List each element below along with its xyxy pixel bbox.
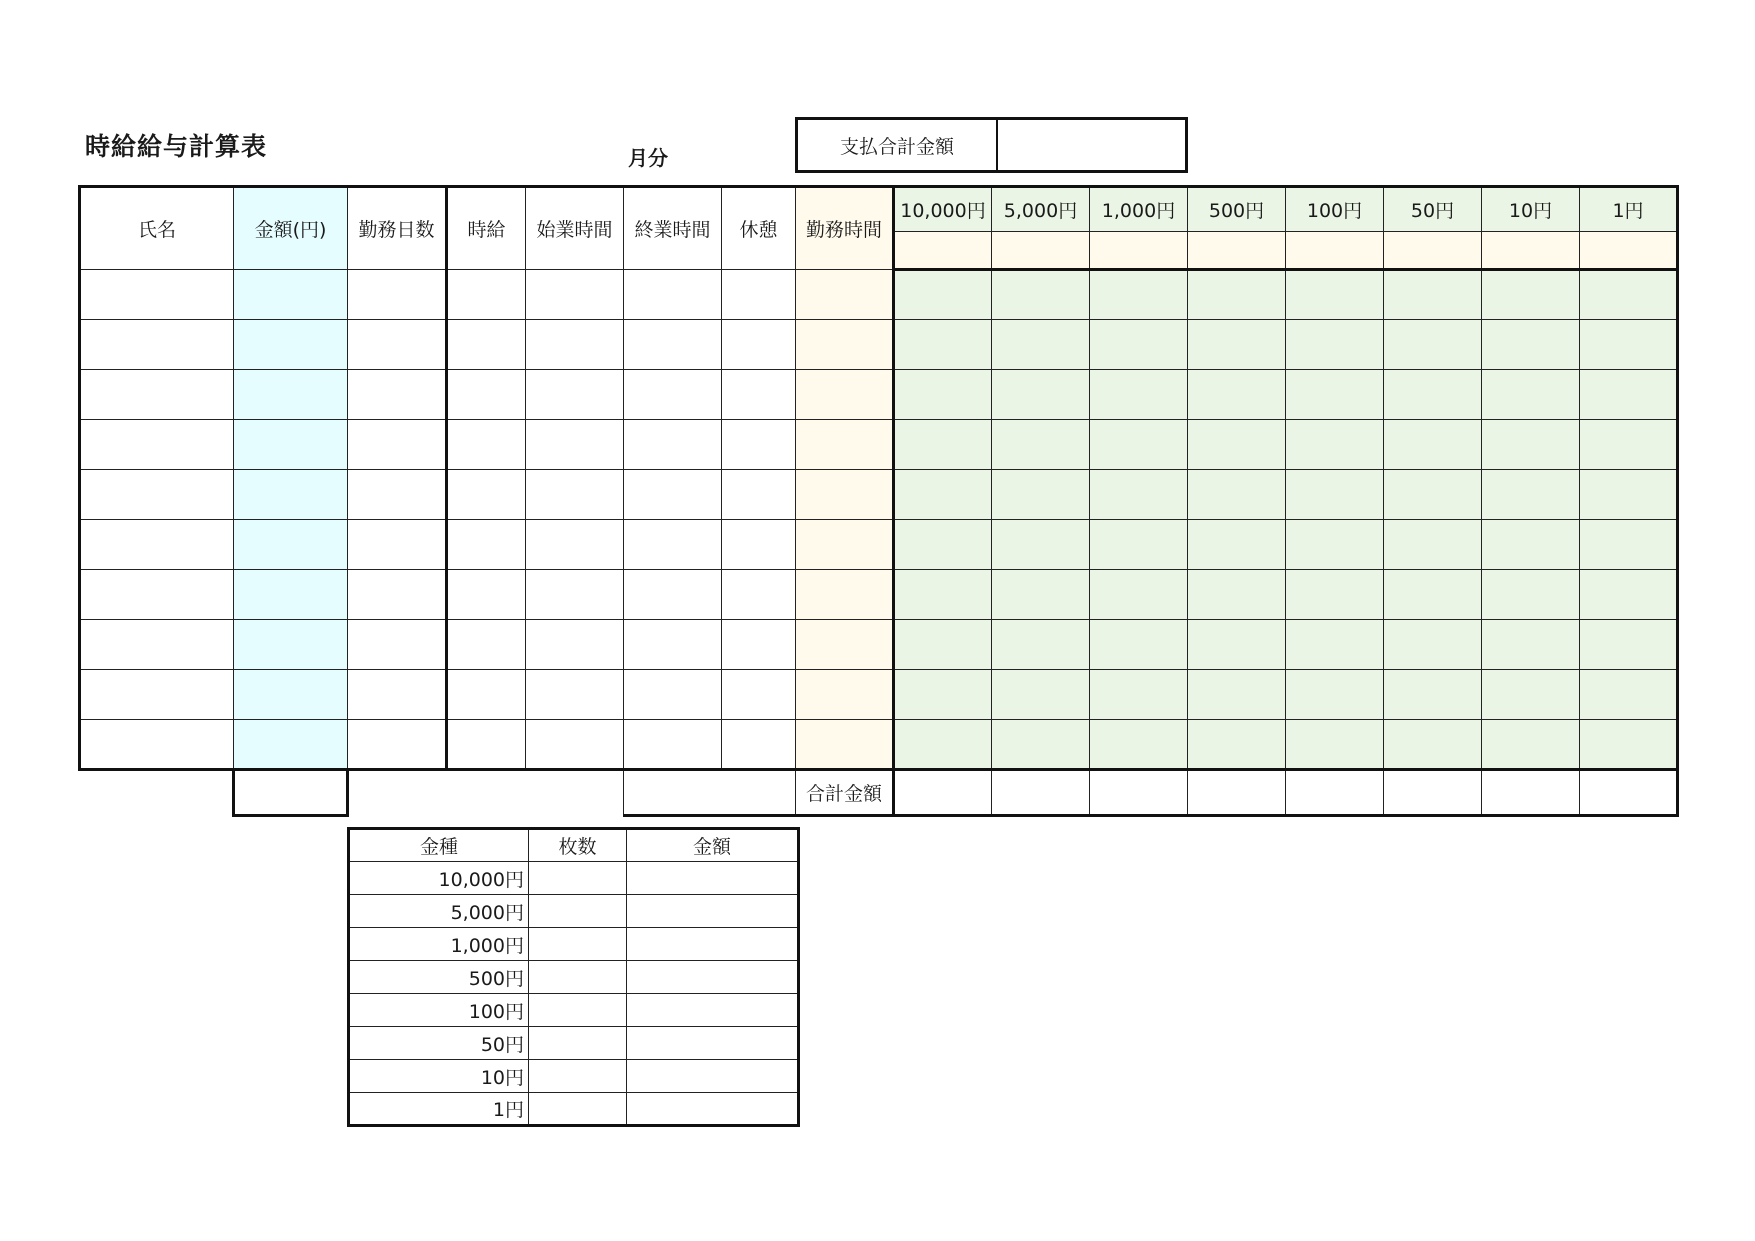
denom-type: 500円 bbox=[349, 961, 529, 994]
header-name: 氏名 bbox=[80, 187, 234, 270]
table-cell[interactable] bbox=[526, 720, 624, 770]
table-cell[interactable] bbox=[447, 720, 526, 770]
denom-row bbox=[349, 928, 799, 961]
denom-amount[interactable] bbox=[627, 1093, 799, 1126]
table-cell[interactable] bbox=[894, 520, 992, 570]
table-cell[interactable] bbox=[234, 620, 348, 670]
denom-type: 50円 bbox=[349, 1027, 529, 1060]
table-cell[interactable] bbox=[796, 670, 894, 720]
table-cell[interactable] bbox=[348, 370, 447, 420]
table-cell[interactable] bbox=[234, 570, 348, 620]
table-cell[interactable] bbox=[722, 420, 796, 470]
denom-header-type: 金種 bbox=[349, 829, 529, 862]
footer-denom-total[interactable] bbox=[1580, 770, 1678, 816]
table-cell[interactable] bbox=[722, 270, 796, 320]
table-cell[interactable] bbox=[1384, 670, 1482, 720]
denom-total-cell[interactable] bbox=[1384, 232, 1482, 270]
table-cell[interactable] bbox=[1286, 720, 1384, 770]
table-cell[interactable] bbox=[894, 570, 992, 620]
table-cell[interactable] bbox=[80, 320, 234, 370]
table-cell[interactable] bbox=[894, 620, 992, 670]
table-cell[interactable] bbox=[1090, 470, 1188, 520]
footer-amount-total[interactable] bbox=[234, 770, 348, 816]
table-cell[interactable] bbox=[1090, 620, 1188, 670]
denom-count[interactable] bbox=[529, 895, 627, 928]
table-cell[interactable] bbox=[796, 570, 894, 620]
table-cell[interactable] bbox=[1090, 370, 1188, 420]
table-cell[interactable] bbox=[1384, 720, 1482, 770]
table-cell[interactable] bbox=[1482, 470, 1580, 520]
table-cell[interactable] bbox=[1286, 270, 1384, 320]
denom-amount[interactable] bbox=[627, 994, 799, 1027]
table-row bbox=[80, 270, 1678, 320]
header-denom-500: 500円 bbox=[1188, 187, 1286, 232]
table-cell[interactable] bbox=[526, 470, 624, 520]
denom-count[interactable] bbox=[529, 928, 627, 961]
denom-total-cell[interactable] bbox=[1580, 232, 1678, 270]
table-cell[interactable] bbox=[1090, 270, 1188, 320]
table-cell[interactable] bbox=[992, 670, 1090, 720]
table-cell[interactable] bbox=[80, 470, 234, 520]
table-cell[interactable] bbox=[1384, 470, 1482, 520]
denom-row bbox=[349, 862, 799, 895]
table-cell[interactable] bbox=[1090, 720, 1188, 770]
table-cell[interactable] bbox=[894, 470, 992, 520]
table-cell[interactable] bbox=[234, 720, 348, 770]
denom-count[interactable] bbox=[529, 1027, 627, 1060]
table-cell[interactable] bbox=[992, 570, 1090, 620]
table-cell[interactable] bbox=[447, 620, 526, 670]
denom-total-cell[interactable] bbox=[1090, 232, 1188, 270]
month-label: 月分 bbox=[628, 146, 668, 170]
footer-denom-total[interactable] bbox=[1286, 770, 1384, 816]
table-cell[interactable] bbox=[1580, 270, 1678, 320]
footer-denom-total[interactable] bbox=[894, 770, 992, 816]
table-cell[interactable] bbox=[1384, 570, 1482, 620]
table-cell[interactable] bbox=[348, 720, 447, 770]
table-cell[interactable] bbox=[348, 520, 447, 570]
header-denom-5000: 5,000円 bbox=[992, 187, 1090, 232]
table-cell[interactable] bbox=[1384, 620, 1482, 670]
table-cell[interactable] bbox=[234, 670, 348, 720]
table-cell[interactable] bbox=[722, 320, 796, 370]
table-cell[interactable] bbox=[1188, 570, 1286, 620]
footer-denom-total[interactable] bbox=[1384, 770, 1482, 816]
table-cell[interactable] bbox=[1286, 570, 1384, 620]
page-title: 時給給与計算表 bbox=[85, 132, 268, 161]
table-cell[interactable] bbox=[526, 570, 624, 620]
table-cell[interactable] bbox=[1090, 670, 1188, 720]
denom-amount[interactable] bbox=[627, 862, 799, 895]
table-cell[interactable] bbox=[722, 720, 796, 770]
table-cell[interactable] bbox=[796, 420, 894, 470]
table-cell[interactable] bbox=[526, 270, 624, 320]
table-cell[interactable] bbox=[526, 670, 624, 720]
table-cell[interactable] bbox=[1188, 320, 1286, 370]
footer-denom-total[interactable] bbox=[1090, 770, 1188, 816]
denom-count[interactable] bbox=[529, 994, 627, 1027]
table-cell[interactable] bbox=[722, 370, 796, 420]
table-cell[interactable] bbox=[526, 370, 624, 420]
table-cell[interactable] bbox=[1482, 270, 1580, 320]
header-denom-1000: 1,000円 bbox=[1090, 187, 1188, 232]
table-cell[interactable] bbox=[1384, 420, 1482, 470]
table-cell[interactable] bbox=[1188, 270, 1286, 320]
table-cell[interactable] bbox=[526, 320, 624, 370]
table-cell[interactable] bbox=[447, 470, 526, 520]
table-cell[interactable] bbox=[722, 520, 796, 570]
table-cell[interactable] bbox=[526, 520, 624, 570]
table-row bbox=[80, 320, 1678, 370]
table-row bbox=[80, 570, 1678, 620]
table-cell[interactable] bbox=[447, 570, 526, 620]
denom-row bbox=[349, 994, 799, 1027]
header-work-hours: 勤務時間 bbox=[796, 187, 894, 270]
table-cell[interactable] bbox=[894, 320, 992, 370]
table-cell[interactable] bbox=[624, 670, 722, 720]
table-cell[interactable] bbox=[1286, 470, 1384, 520]
table-row bbox=[80, 670, 1678, 720]
table-cell[interactable] bbox=[1580, 420, 1678, 470]
table-cell[interactable] bbox=[1384, 270, 1482, 320]
table-cell[interactable] bbox=[80, 720, 234, 770]
table-cell[interactable] bbox=[1580, 720, 1678, 770]
denomination-table bbox=[347, 827, 800, 1127]
table-cell[interactable] bbox=[722, 470, 796, 520]
table-cell[interactable] bbox=[1482, 520, 1580, 570]
table-cell[interactable] bbox=[234, 420, 348, 470]
payment-total-box bbox=[795, 117, 1188, 173]
footer-spacer bbox=[348, 770, 447, 816]
footer-spacer bbox=[526, 770, 624, 816]
table-cell[interactable] bbox=[894, 720, 992, 770]
table-cell[interactable] bbox=[1090, 320, 1188, 370]
header-end-time: 終業時間 bbox=[624, 187, 722, 270]
table-cell[interactable] bbox=[80, 570, 234, 620]
header-start-time: 始業時間 bbox=[526, 187, 624, 270]
footer-blank-cell[interactable] bbox=[624, 770, 796, 816]
denom-amount[interactable] bbox=[627, 961, 799, 994]
table-cell[interactable] bbox=[624, 720, 722, 770]
table-cell[interactable] bbox=[992, 420, 1090, 470]
table-cell[interactable] bbox=[992, 370, 1090, 420]
denom-count[interactable] bbox=[529, 862, 627, 895]
denom-count[interactable] bbox=[529, 1093, 627, 1126]
footer-row bbox=[80, 770, 1678, 816]
table-cell[interactable] bbox=[1580, 520, 1678, 570]
table-cell[interactable] bbox=[992, 720, 1090, 770]
table-cell[interactable] bbox=[624, 420, 722, 470]
table-cell[interactable] bbox=[1482, 320, 1580, 370]
table-cell[interactable] bbox=[348, 670, 447, 720]
table-cell[interactable] bbox=[992, 320, 1090, 370]
header-break: 休憩 bbox=[722, 187, 796, 270]
table-cell[interactable] bbox=[1482, 670, 1580, 720]
header-denom-1: 1円 bbox=[1580, 187, 1678, 232]
table-cell[interactable] bbox=[526, 620, 624, 670]
table-cell[interactable] bbox=[348, 470, 447, 520]
header-work-days: 勤務日数 bbox=[348, 187, 447, 270]
table-cell[interactable] bbox=[624, 620, 722, 670]
table-row bbox=[80, 420, 1678, 470]
table-cell[interactable] bbox=[80, 270, 234, 320]
denom-total-cell[interactable] bbox=[1188, 232, 1286, 270]
table-cell[interactable] bbox=[1384, 370, 1482, 420]
denom-count[interactable] bbox=[529, 961, 627, 994]
table-cell[interactable] bbox=[722, 570, 796, 620]
header-denom-100: 100円 bbox=[1286, 187, 1384, 232]
footer-denom-total[interactable] bbox=[992, 770, 1090, 816]
table-cell[interactable] bbox=[1188, 470, 1286, 520]
table-cell[interactable] bbox=[348, 570, 447, 620]
table-cell[interactable] bbox=[1286, 420, 1384, 470]
denom-row bbox=[349, 1093, 799, 1126]
header-denom-10000: 10,000円 bbox=[894, 187, 992, 232]
denom-total-cell[interactable] bbox=[992, 232, 1090, 270]
denom-header-count: 枚数 bbox=[529, 829, 627, 862]
table-cell[interactable] bbox=[1188, 520, 1286, 570]
table-cell[interactable] bbox=[894, 420, 992, 470]
denom-type: 1,000円 bbox=[349, 928, 529, 961]
table-cell[interactable] bbox=[1188, 370, 1286, 420]
table-cell[interactable] bbox=[234, 270, 348, 320]
table-cell[interactable] bbox=[1188, 420, 1286, 470]
table-cell[interactable] bbox=[796, 620, 894, 670]
table-cell[interactable] bbox=[80, 520, 234, 570]
table-cell[interactable] bbox=[1580, 370, 1678, 420]
table-row bbox=[80, 470, 1678, 520]
table-cell[interactable] bbox=[624, 570, 722, 620]
table-cell[interactable] bbox=[348, 620, 447, 670]
table-cell[interactable] bbox=[624, 470, 722, 520]
table-cell[interactable] bbox=[992, 470, 1090, 520]
denom-total-cell[interactable] bbox=[894, 232, 992, 270]
table-cell[interactable] bbox=[80, 420, 234, 470]
table-cell[interactable] bbox=[1580, 470, 1678, 520]
denom-header-amount: 金額 bbox=[627, 829, 799, 862]
table-cell[interactable] bbox=[796, 270, 894, 320]
denom-row bbox=[349, 961, 799, 994]
table-cell[interactable] bbox=[796, 520, 894, 570]
table-cell[interactable] bbox=[796, 370, 894, 420]
table-cell[interactable] bbox=[1384, 520, 1482, 570]
denom-type: 1円 bbox=[349, 1093, 529, 1126]
header-hourly-wage: 時給 bbox=[447, 187, 526, 270]
table-cell[interactable] bbox=[1580, 620, 1678, 670]
denom-total-cell[interactable] bbox=[1286, 232, 1384, 270]
table-cell[interactable] bbox=[624, 320, 722, 370]
table-cell[interactable] bbox=[1090, 570, 1188, 620]
table-cell[interactable] bbox=[80, 670, 234, 720]
table-cell[interactable] bbox=[1188, 620, 1286, 670]
table-cell[interactable] bbox=[624, 370, 722, 420]
table-cell[interactable] bbox=[894, 270, 992, 320]
denom-amount[interactable] bbox=[627, 1027, 799, 1060]
table-cell[interactable] bbox=[1482, 570, 1580, 620]
table-cell[interactable] bbox=[80, 620, 234, 670]
table-cell[interactable] bbox=[447, 670, 526, 720]
denom-amount[interactable] bbox=[627, 928, 799, 961]
denom-row bbox=[349, 895, 799, 928]
table-row bbox=[80, 370, 1678, 420]
header-denom-10: 10円 bbox=[1482, 187, 1580, 232]
table-cell[interactable] bbox=[1286, 620, 1384, 670]
table-cell[interactable] bbox=[447, 320, 526, 370]
denom-amount[interactable] bbox=[627, 895, 799, 928]
table-cell[interactable] bbox=[894, 670, 992, 720]
table-cell[interactable] bbox=[796, 720, 894, 770]
table-cell[interactable] bbox=[348, 320, 447, 370]
denom-amount[interactable] bbox=[627, 1060, 799, 1093]
table-cell[interactable] bbox=[1482, 370, 1580, 420]
table-cell[interactable] bbox=[796, 320, 894, 370]
table-cell[interactable] bbox=[1090, 420, 1188, 470]
table-cell[interactable] bbox=[80, 370, 234, 420]
table-cell[interactable] bbox=[348, 420, 447, 470]
table-cell[interactable] bbox=[1188, 670, 1286, 720]
denom-type: 10円 bbox=[349, 1060, 529, 1093]
denom-type: 5,000円 bbox=[349, 895, 529, 928]
table-cell[interactable] bbox=[526, 420, 624, 470]
footer-spacer bbox=[447, 770, 526, 816]
table-cell[interactable] bbox=[1580, 320, 1678, 370]
table-cell[interactable] bbox=[234, 370, 348, 420]
denom-count[interactable] bbox=[529, 1060, 627, 1093]
table-cell[interactable] bbox=[1482, 720, 1580, 770]
table-cell[interactable] bbox=[447, 370, 526, 420]
payment-total-value[interactable] bbox=[998, 120, 1185, 170]
table-cell[interactable] bbox=[1482, 420, 1580, 470]
header-row bbox=[80, 187, 1678, 232]
table-cell[interactable] bbox=[234, 320, 348, 370]
table-cell[interactable] bbox=[624, 270, 722, 320]
table-cell[interactable] bbox=[624, 520, 722, 570]
header-amount: 金額(円) bbox=[234, 187, 348, 270]
table-cell[interactable] bbox=[1384, 320, 1482, 370]
denom-type: 10,000円 bbox=[349, 862, 529, 895]
table-cell[interactable] bbox=[1188, 720, 1286, 770]
table-cell[interactable] bbox=[722, 620, 796, 670]
table-row bbox=[80, 720, 1678, 770]
header-denom-50: 50円 bbox=[1384, 187, 1482, 232]
table-cell[interactable] bbox=[1580, 570, 1678, 620]
footer-denom-total[interactable] bbox=[1188, 770, 1286, 816]
table-cell[interactable] bbox=[1286, 370, 1384, 420]
table-cell[interactable] bbox=[447, 420, 526, 470]
footer-spacer bbox=[80, 770, 234, 816]
table-cell[interactable] bbox=[722, 670, 796, 720]
denom-row bbox=[349, 1027, 799, 1060]
table-cell[interactable] bbox=[1286, 520, 1384, 570]
table-cell[interactable] bbox=[992, 270, 1090, 320]
table-row bbox=[80, 520, 1678, 570]
payment-total-label: 支払合計金額 bbox=[798, 120, 998, 170]
table-cell[interactable] bbox=[992, 620, 1090, 670]
salary-table bbox=[78, 185, 1679, 817]
table-cell[interactable] bbox=[447, 520, 526, 570]
table-cell[interactable] bbox=[894, 370, 992, 420]
table-cell[interactable] bbox=[1580, 670, 1678, 720]
table-cell[interactable] bbox=[234, 520, 348, 570]
table-cell[interactable] bbox=[447, 270, 526, 320]
table-cell[interactable] bbox=[1286, 320, 1384, 370]
footer-denom-total[interactable] bbox=[1482, 770, 1580, 816]
denom-header-row bbox=[349, 829, 799, 862]
table-cell[interactable] bbox=[1090, 520, 1188, 570]
table-cell[interactable] bbox=[796, 470, 894, 520]
table-row bbox=[80, 620, 1678, 670]
denom-row bbox=[349, 1060, 799, 1093]
table-cell[interactable] bbox=[992, 520, 1090, 570]
table-cell[interactable] bbox=[348, 270, 447, 320]
footer-total-label: 合計金額 bbox=[796, 770, 894, 816]
table-cell[interactable] bbox=[234, 470, 348, 520]
denom-total-cell[interactable] bbox=[1482, 232, 1580, 270]
denom-type: 100円 bbox=[349, 994, 529, 1027]
table-cell[interactable] bbox=[1286, 670, 1384, 720]
table-cell[interactable] bbox=[1482, 620, 1580, 670]
